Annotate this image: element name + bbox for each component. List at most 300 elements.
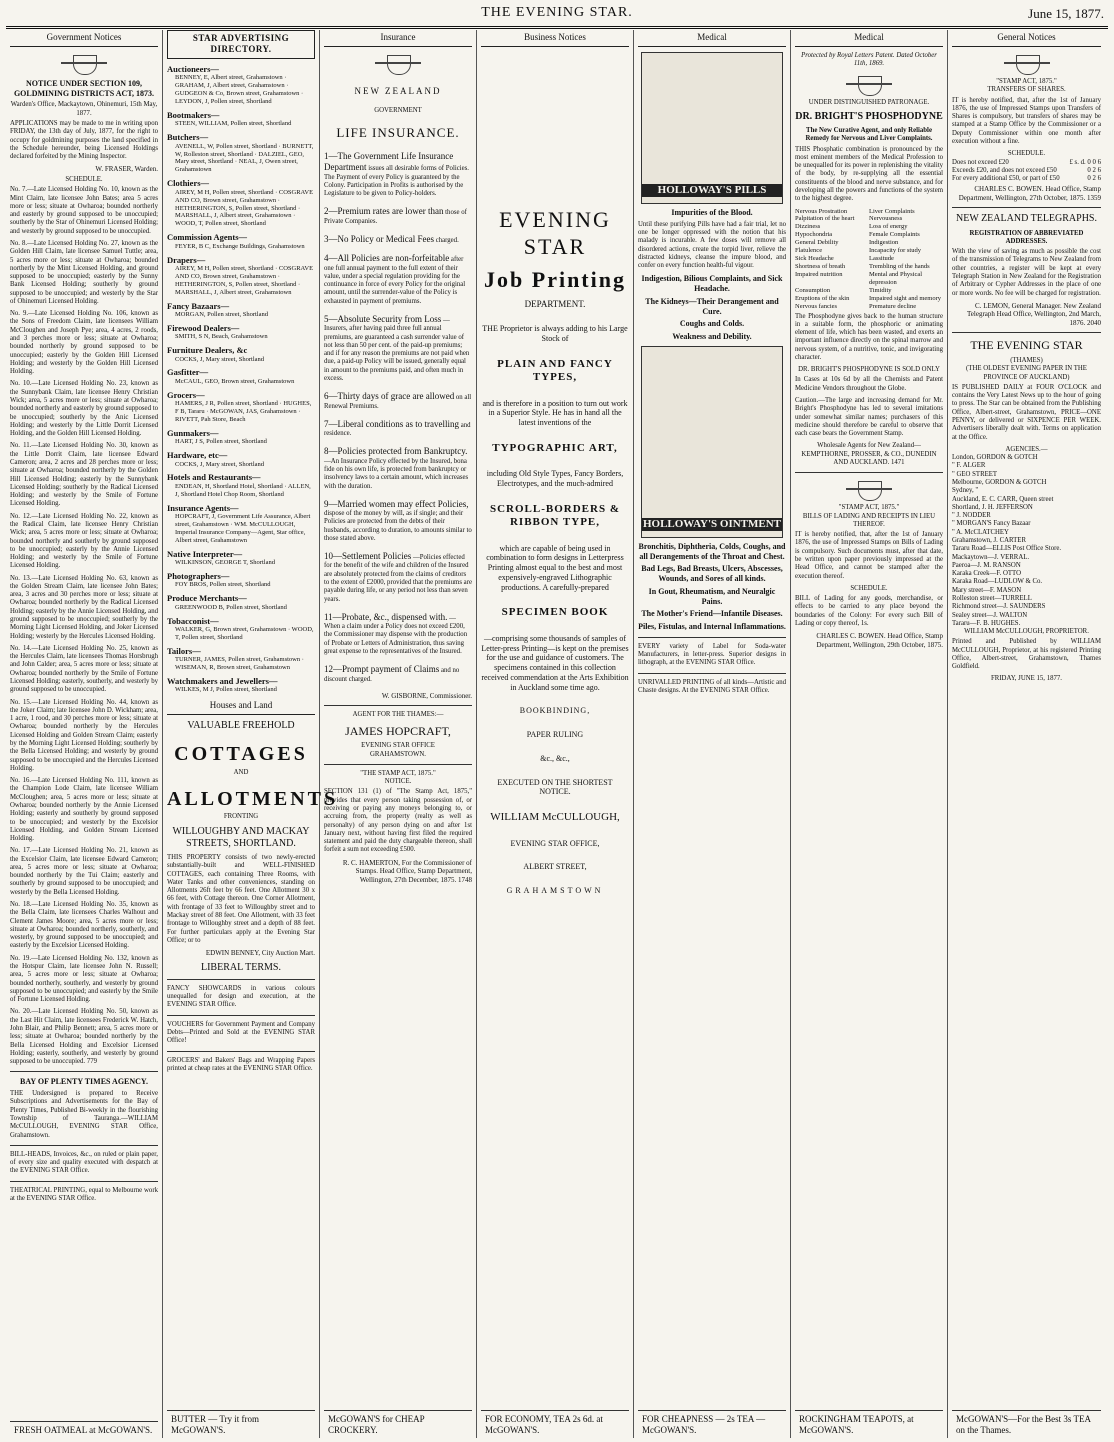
houses-land-header: Houses and Land [167, 698, 315, 715]
column-insurance [320, 30, 477, 1438]
directory-category: Firewood Dealers— [167, 322, 240, 333]
schedule-text: BILL of Lading for any goods, merchandise, or effects to be carried to any place beyond the boundaries of the Colony: For every such Bill of Lading or copy thereof, 1s. [795, 595, 943, 627]
bill-heads-ad: BILL-HEADS, Invoices, &c., on ruled or plain paper, of every size and quality executed with despatch at the EVENING STAR Office. [10, 1150, 158, 1175]
bottom-ad: FRESH OATMEAL at McGOWAN'S. [10, 1421, 158, 1436]
divider [167, 1015, 315, 1016]
column-general-notices [948, 30, 1105, 1438]
schedule-item: No. 15.—Late Licensed Holding No. 44, known as the Joker Claim; late licensee John D. Wickham; area, 1 acre, 1 rood, and 30 perches more or less; situate at Owharoa; bounded northerly by the Hercules Licensed Holding and Golden Stream Claim; easterly by the Morning Light Licensed Holding; southerly by the Bella Licensed Holding; and westerly by ground supposed to be unoccupied and the Hercules Licensed Holding. [10, 698, 158, 772]
directory-entries: WILKES, M J, Pollen street, Shortland [175, 686, 277, 694]
directory-entries: AVENELL, W, Pollen street, Shortland · BURNETT, W, Rolleston street, Shortland · DALZIEL, GEO, Mary street, Shortland · NEAL, J, Owen street, Grahamstown [175, 142, 314, 174]
phosphodyne-title: DR. BRIGHT'S PHOSPHODYNE [795, 110, 943, 122]
theatrical-ad: THEATRICAL PRINTING, equal to Melbourne work at the EVENING STAR Office. [10, 1186, 158, 1202]
stamp-text: SECTION 131 (1) of "The Stamp Act, 1875," provides that every person taking possession of, or receiving or paying any moneys belonging to, or accruing from, the property (realty as well as personalty) of any person dying on and after 1st January next, without having first filed the required statement and paid the duty chargeable thereon, shall forfeit a sum not exceeding £500. [324, 788, 472, 854]
published-text: IS PUBLISHED DAILY at FOUR O'CLOCK and contains the Very Latest News up to the hour of going to press. The Star can be obtained from the Publishing Office, Albert-street, Grahamstown, PRICE—ONE PENNY, or delivered or SIXPENCE PER WEEK. Advertisers liberally dealt with. Terms on application at the Office. [952, 383, 1101, 441]
directory-entries: WILKINSON, GEORGE T, Shortland [175, 559, 275, 567]
job-printing-body [481, 324, 629, 895]
fee-table [952, 159, 1101, 184]
commissioner-signature: W. GISBORNE, Commissioner. [381, 691, 472, 700]
imprint-text: Printed and Published by WILLIAM McCULLOUGH, Proprietor, at his registered Printing Office, Albert-street, Grahamstown, Thames Goldfield. [952, 638, 1101, 671]
condition-item: Eruptions of the skin [795, 294, 850, 302]
agency-item: Melbourne, GORDON & GOTCH [952, 479, 1047, 486]
bottom-ad: FOR CHEAPNESS — 2s TEA — McGOWAN'S. [638, 1410, 786, 1436]
condition-item: Flatulence [795, 247, 823, 255]
directory-entries: GREENWOOD B, Pollen street, Shortland [175, 603, 287, 611]
cases-text: In Cases at 10s 6d by all the Chemists and Patent Medicine Vendors throughout the Globe. [795, 376, 943, 392]
condition-item: Mental and Physical depression [869, 270, 923, 286]
bottom-ad: BUTTER — Try it from McGOWAN'S. [167, 1410, 315, 1436]
crest-icon [846, 478, 892, 502]
agency-item: Rolleston street—TURRELL [952, 594, 1032, 602]
insurance-item [324, 551, 472, 604]
insurance-item-body: on all Renewal Premiums. [324, 394, 472, 410]
condition-item: Dizziness [795, 223, 821, 231]
fronting-word: FRONTING [223, 813, 259, 821]
grahamstown-line: GRAHAMSTOWN [506, 886, 604, 896]
patronage-line: UNDER DISTINGUISHED PATRONAGE. [808, 98, 930, 106]
schedule-heading: SCHEDULE. [65, 175, 103, 183]
divider [167, 979, 315, 980]
intro-line: THE Proprietor is always adding to his Large Stock of [482, 324, 628, 344]
directory-category: Bootmakers— [167, 109, 220, 120]
directory-entries: ENDEAN, H, Shortland Hotel, Shortland · ALLEN, J, Shortland Hotel Chop Room, Shortland [175, 482, 311, 498]
issue-date: June 15, 1877. [1028, 6, 1104, 21]
agency-item: Karaka Road—LUDLOW & Co. [952, 578, 1043, 586]
insurance-item-title: 9—Married women may effect Policies, [324, 498, 469, 509]
directory-entries: AIREY, M H, Pollen street, Shortland · COSGRAVE AND CO, Brown street, Grahamstown · HETHERINGTON, S, Pollen street, Shortland · MARSHALL, J, Albert street, Grahamstown [175, 264, 314, 296]
comprising-line: —comprising some thousands of samples of Letter-press Printing—is kept on the premises for the use and guidance of customers. The specimens contained in this collection received commendation at the Arts Exhibition in Auckland some time ago. [481, 633, 629, 692]
column-header: Medical [638, 30, 786, 47]
holloway-ointment-illustration [641, 346, 783, 538]
fee-value: 0 2 6 [1087, 166, 1101, 174]
scroll-borders-line: SCROLL-BORDERS & RIBBON TYPE, [490, 502, 620, 529]
types-line: PLAIN AND FANCY TYPES, [497, 357, 613, 384]
schedule-items [10, 186, 158, 1066]
condition-item: Hypochondria [795, 231, 833, 239]
insurance-item-title: 2—Premium rates are lower than [324, 206, 444, 217]
crest-icon [61, 52, 107, 76]
gout-heading: In Gout, Rheumatism, and Neuralgic Pains. [648, 586, 776, 606]
insurance-item-title: 4—All Policies are non-forfeitable [324, 253, 450, 264]
divider [638, 673, 786, 674]
insurance-item-title: 11—Probate, &c., dispensed with. [324, 611, 448, 622]
insurance-item [324, 234, 472, 245]
divider [952, 207, 1101, 208]
directory-category: Hotels and Restaurants— [167, 472, 261, 483]
directory-category: Photographers— [167, 570, 230, 581]
divider [324, 764, 472, 765]
insurance-item-body: those of Private Companies. [324, 209, 467, 225]
stamp-act-title: "STAMP ACT, 1875." [838, 504, 900, 512]
condition-item: Trembling of the hands [869, 262, 930, 270]
insurance-item [324, 391, 472, 411]
newspaper-title: THE EVENING STAR. [481, 5, 633, 20]
william-line: WILLIAM McCULLOUGH, [490, 811, 620, 824]
condition-item: Lassitude [869, 255, 894, 263]
column-government-notices [6, 30, 163, 1438]
stamp-notice: NOTICE. [384, 778, 412, 786]
page-columns [6, 30, 1108, 1438]
wholesale-agents: Wholesale Agents for New Zealand—KEMPTHORNE, PROSSER, & CO., DUNEDIN AND AUCKLAND. 1471 [801, 442, 937, 467]
stamp-act-title: "STAMP ACT, 1875." [996, 77, 1057, 85]
agency-item: Karaka Creek—F. OTTO [952, 570, 1021, 578]
insurance-item [324, 664, 472, 684]
directory-category: Tailors— [167, 645, 201, 656]
patent-line: Protected by Royal Letters Patent. Dated October 11th, 1869. [801, 51, 937, 68]
paper-ruling-line: PAPER RULING [526, 730, 584, 740]
schedule-item: No. 12.—Late Licensed Holding No. 22, known as the Radical Claim, late licensee Henry Christian Wick; area, 5 acres more or less; situate at Owharoa; bounded northerly and southerly by ground supposed to be unoccupied; easterly by the Annie Licensed Holding; and westerly by the Smile of Fortune Licensed Holding. [10, 512, 158, 570]
piles-heading: Piles, Fistulas, and Internal Inflammations. [638, 622, 786, 632]
bop-title: BAY OF PLENTY TIMES AGENCY. [20, 1077, 148, 1087]
insurance-item [324, 446, 472, 490]
column-header: Business Notices [481, 30, 629, 47]
insurance-items [324, 151, 472, 684]
paper-title: THE EVENING STAR [970, 338, 1083, 353]
directory-category: Fancy Bazaars— [167, 300, 230, 311]
bad-legs-heading: Bad Legs, Bad Breasts, Ulcers, Abscesses, Wounds, and Sores of all kinds. [641, 564, 783, 584]
insurance-item-body: —Policies effected for the benefit of the wife and children of the Insured are absolutely protected from the claims of creditors to the extent of £2000, provided that the premiums are payable during life, or any period not less than seven years. [324, 554, 472, 603]
telegraphs-heading: NEW ZEALAND TELEGRAPHS. [955, 213, 1097, 225]
transfers-heading: TRANSFERS OF SHARES. [987, 86, 1066, 94]
proprietor-line: WILLIAM McCULLOUGH, PROPRIETOR. [964, 628, 1089, 636]
column-header: General Notices [952, 30, 1101, 47]
directory-entries: HOPCRAFT, J, Government Life Assurance, Albert street, Grahamstown · WM. McCULLOUGH, Imperial Insurance Company—Agent, Star office, Albert street, Grahamstown [175, 512, 311, 544]
typographic-line: TYPOGRAPHIC ART, [492, 441, 618, 454]
directory-entries: AIREY, M H, Pollen street, Shortland · COSGRAVE AND CO, Brown street, Grahamstown · HETHERINGTON, S, Pollen street, Shortland · MARSHALL, J, Albert street, Grahamstown · WOOD, T, Pollen street, Shortland [175, 188, 314, 228]
column-medical-phosphodyne [791, 30, 948, 1438]
insurance-item [324, 612, 472, 656]
schedule-item: No. 17.—Late Licensed Holding No. 21, known as the Excelsior Claim, late licensee Edward Cameron; area, 5 acres more or less; situate at Owharoa; bounded northerly by the Tui Claim; easterly and southerly by ground supposed to be unoccupied; and westerly by the Bella Licensed Holding. [10, 847, 158, 896]
liberal-terms: LIBERAL TERMS. [200, 961, 281, 973]
bills-text: IT is hereby notified, that, after the 1st of January 1876, the use of Impressed Stamps on Bills of Lading is compulsory. Such documents must, after that date, be written upon paper previously impressed at the Head Office, and cannot be stamped after the execution thereof. [795, 531, 943, 580]
column-header: STAR ADVERTISING DIRECTORY. [167, 30, 315, 59]
nz-heading: NEW ZEALAND [354, 85, 442, 96]
sold-only-line: DR. BRIGHT'S PHOSPHODYNE IS SOLD ONLY [798, 366, 940, 374]
insurance-item-body: —Insurers, after having paid three full annual premiums, are guaranteed a cash surrender value of not less than 50 per cent. of the paid-up premiums; and if for any reason the premiums are not paid when due, a paid-up Policy will be issued, generally equal in amount to the premiums paid, and often much in excess. [324, 317, 470, 382]
condition-item: Timidity [869, 286, 892, 294]
stamp-signature: R. C. HAMERTON, For the Commissioner of Stamps. Head Office, Stamp Department, Wellington, 27th December, 1875. 1748 [342, 858, 472, 884]
insurance-item-title: 5—Absolute Security from Loss [324, 314, 442, 325]
agency-item: Tararu Road—ELLIS Post Office Store. [952, 545, 1062, 553]
insurance-item-body: —When a claim under a Policy does not exceed £200, the Commissioner may dispense with the production of Probate or Letters of Administration, thus saving great expense to the representatives of the Insured. [324, 614, 468, 656]
grocers-ad: GROCERS' and Bakers' Bags and Wrapping Papers printed at cheap rates at the EVENING STAR Office. [167, 1056, 315, 1072]
agent-town: GRAHAMSTOWN. [370, 750, 426, 758]
divider [638, 637, 786, 638]
insurance-item-body: and no discount charged. [324, 667, 460, 683]
phosphodyne-subtitle: The New Curative Agent, and only Reliable Remedy for Nervous and Liver Complaints. [805, 127, 933, 143]
condition-item: Nervous fancies [795, 302, 838, 310]
schedule-item: No. 10.—Late Licensed Holding No. 23, known as the Sunnybank Claim, late licensee Henry Christian Wick; area, 5 acres more or less; situate at Owharoa; bounded northerly and easterly by ground supposed to be unoccupied; southerly by the Anic Licensed Holding; and westerly by the Little Dorrit Licensed Holding, and the Golden Hill Licensed Holding. [10, 380, 158, 438]
agency-item: Richmond street—J. SAUNDERS [952, 603, 1046, 611]
specimen-book-line: SPECIMEN BOOK [501, 606, 609, 619]
agency-item: " F. ALGER [952, 462, 986, 470]
agent-name: JAMES HOPCRAFT, [345, 723, 451, 738]
insurance-item [324, 253, 472, 306]
phosphodyne-more: The Phosphodyne gives back to the human structure in a suitable form, the phosphoric or animating element of life, which has been wasted, and exerts an important influence directly on the spinal marrow and nervous system, of a nutritive, tonic, and invigorating character. [795, 312, 943, 361]
condition-item: Nervous Prostration [795, 207, 848, 215]
bottom-ad: McGOWAN'S—For the Best 3s TEA on the Thames. [952, 1410, 1101, 1436]
schedule-item: No. 20.—Late Licensed Holding No. 50, known as the Last Hit Claim, late licensees Frederick W. Hatch, John Blair, and Philip Bennett; area, 5 acres more or less; situate at Owharoa; bounded northerly by the Bella Licensed Holding and Excelsior Licensed Holding; easterly, southerly, and westerly by ground supposed to be unoccupied. 779 [10, 1008, 158, 1066]
fee-row [952, 167, 1101, 175]
insurance-item-body: —An Insurance Policy effected by the Insured, bona fide on his own life, is protected from bankruptcy or insolvency laws to a certain amount, which increases with the duration. [324, 457, 469, 490]
imprint-date: FRIDAY, JUNE 15, 1877. [990, 675, 1062, 683]
directory-category: Drapers— [167, 254, 206, 265]
including-line: including Old Style Types, Fancy Borders, Electrotypes, and the much-admired [486, 469, 624, 489]
agency-item: " MORGAN'S Fancy Bazaar [952, 520, 1031, 528]
directory-category: Hardware, etc— [167, 450, 228, 461]
insurance-item [324, 206, 472, 226]
stamp-act-title: "THE STAMP ACT, 1875." [360, 769, 436, 777]
fee-row [952, 175, 1101, 183]
ointment-banner: HOLLOWAY'S OINTMENT [642, 517, 782, 530]
job-printing-heading: Job Printing [484, 266, 626, 292]
insurance-item-title: 6—Thirty days of grace are allowed [324, 391, 455, 402]
directory-entries: STEEN, WILLIAM, Pollen street, Shortland [175, 120, 292, 128]
allotments-heading: ALLOTMENTS [167, 788, 339, 811]
directory-entries: FOY BROS, Pollen street, Shortland [175, 581, 271, 589]
condition-item: Premature decline [869, 302, 917, 310]
directory-category: Commission Agents— [167, 232, 248, 243]
directory-entries: WALKER, G, Brown street, Grahamstown · WOOD, T, Pollen street, Shortland [175, 625, 314, 641]
column-header: Insurance [324, 30, 472, 47]
directory-entries: TURNER, JAMES, Pollen street, Grahamstown · WISEMAN, R, Brown street, Grahamstown [175, 656, 304, 671]
insurance-item-title: 10—Settlement Policies [324, 551, 412, 562]
transfers-text: IT is hereby notified, that, after the 1st of January 1876, the use of Impressed Stamps upon Transfers of Shares is compulsory, but transfers of shares may be stamped at a Stamp Office by the Commissioner or a Deputy Commissioner within one month after execution without a fine. [952, 96, 1101, 145]
directory-category: Produce Merchants— [167, 593, 247, 604]
agency-item: Tararu—F. B. HUGHES. [952, 619, 1021, 627]
insurance-item-title: 7—Liberal conditions as to travelling [324, 418, 459, 429]
bottom-ad: FOR ECONOMY, TEA 2s 6d. at McGOWAN'S. [481, 1410, 629, 1436]
divider [324, 705, 472, 706]
crest-icon [375, 52, 421, 76]
condition-item: Incapacity for study [869, 247, 921, 255]
insurance-item-body: and residence. [324, 421, 471, 438]
directory-category: Furniture Dealers, &c [167, 345, 248, 356]
bottom-ad: McGOWAN'S for CHEAP CROCKERY. [324, 1410, 472, 1436]
directory-category: Tobacconist— [167, 615, 219, 626]
executed-line: EXECUTED ON THE SHORTEST NOTICE. [497, 777, 613, 797]
crest-icon [1004, 52, 1050, 76]
bowen-signature: CHARLES C. BOWEN. Head Office, Stamp Department, Wellington, 29th October, 1875. [816, 632, 943, 649]
conditions-list [795, 208, 943, 311]
notice-signature: W. FRASER, Warden. [95, 165, 158, 174]
soda-label-ad: EVERY variety of Label for Soda-water Manufacturers, in letter-press. Superior designs in lithograph, at the EVENING STAR Office. [638, 642, 786, 667]
cottages-heading: COTTAGES [174, 743, 308, 766]
insurance-item [324, 419, 472, 439]
unrivalled-ad: UNRIVALLED PRINTING of all kinds—Artistic and Chaste designs. At the EVENING STAR Office. [638, 678, 786, 695]
divider [10, 1071, 158, 1072]
capable-line: which are capable of being used in combination to form designs in Letterpress Printing almost equal to the best and most expensively-engraved Lithographic productions. A carefully-prepared [486, 543, 624, 592]
condition-item: Female Complaints [869, 231, 920, 239]
agency-item: Auckland, E. C. CARR, Queen street [952, 495, 1054, 503]
column-business-notices [477, 30, 634, 1438]
divider [167, 1051, 315, 1052]
insurance-item [324, 499, 472, 543]
divider [795, 472, 943, 473]
agency-item: " J. NODDER [952, 512, 991, 520]
agency-item: Sealey street—J. WALTON [952, 611, 1028, 619]
weakness-heading: Weakness and Debility. [672, 332, 752, 342]
agent-office: EVENING STAR OFFICE [361, 742, 435, 750]
notice-office: Warden's Office, Mackaytown, Ohinemuri, 15th May, 1877. [10, 101, 158, 117]
schedule-item: No. 19.—Late Licensed Holding No. 132, known as the Hotspur Claim, late licensee John N. Russell; area, 5 acres more or less; situate at Owharoa; bounded northerly, southerly, and westerly by ground supposed to be unoccupied; and easterly by the Smile of Fortune Licensed Holding. [10, 954, 158, 1004]
bop-text: THE Undersigned is prepared to Receive Subscriptions and Advertisements for the Bay of Plenty Times, Published Bi-weekly in the flourishing Township of Tauranga.—WILLIAM McCULLOUGH, EVENING STAR Office, Grahamstown. [10, 1090, 158, 1139]
fee-row [952, 159, 1101, 167]
fee-label: Does not exceed £20 [952, 158, 1009, 166]
divider [10, 1181, 158, 1182]
vouchers-ad: VOUCHERS for Government Payment and Company Debts—Printed and Sold at the EVENING STAR Office! [167, 1020, 315, 1045]
oldest-line: (THE OLDEST EVENING PAPER IN THE PROVINCE OF AUCKLAND) [966, 365, 1087, 381]
impurities-text: Until these purifying Pills have had a fair trial, let no one be longer oppressed with the notion that his malady is incurable. A few doses will remove all disordered actions, create the torpid liver, relieve the distracted kidneys, cleanse the impure blood, and confer on every function health-ful vigour. [638, 220, 786, 270]
condition-item: Palpitation of the heart [795, 215, 855, 223]
life-insurance-heading: LIFE INSURANCE. [336, 125, 460, 141]
position-line: and is therefore in a position to turn out work in a Superior Style. He has in hand all the latest inventions of the [482, 398, 628, 428]
schedule-item: No. 18.—Late Licensed Holding No. 35, known as the Bella Claim, late licensees Charles Walhout and Clement James Moore; area, 5 acres more or less; situate at Owharoa; bounded northerly, southerly, and westerly, by ground supposed to be unoccupied; and easterly by the Excelsior Licensed Holding. [10, 901, 158, 950]
directory-category: Gasfitter— [167, 367, 209, 378]
condition-item: Liver Complaints [869, 207, 915, 215]
condition-item: Indigestion [869, 239, 899, 247]
directory-entries: FEYER, B C, Exchange Buildings, Grahamstown [175, 242, 305, 250]
lemon-signature: C. LEMON, General Manager. New Zealand Telegraph Head Office, Wellington, 2nd March, 1876. 2040 [967, 301, 1101, 327]
fee-value: 0 2 6 [1087, 175, 1101, 183]
directory-entries: HART, J S, Pollen street, Shortland [175, 438, 267, 446]
insurance-item-title: 1—The Government Life Insurance Department [324, 151, 454, 173]
schedule-item: No. 13.—Late Licensed Holding No. 63, known as the Golden Stream Claim, late licensee John Bates; area, 3 acres and 30 perches more or less; situate at Owharoa; bounded northerly by the Radical Licensed Holding; easterly by the Annie Licensed Holding, and ground supposed to be unoccupied; southerly by the Morning Light Licensed Holding, and Joker Licensed Holding; westerly by the Hercules Licensed Holding. [10, 574, 158, 640]
insurance-item-title: 8—Policies protected from Bankruptcy. [324, 446, 468, 457]
agency-item: " GEO STREET [952, 470, 998, 478]
impurities-heading: Impurities of the Blood. [671, 207, 753, 217]
agency-item: Mackaytown—J. VERRAL. [952, 553, 1030, 561]
directory-category: Grocers— [167, 389, 205, 400]
etc-line: &c., &c., [540, 753, 570, 763]
and-word: AND [233, 768, 249, 776]
insurance-item-body: after one full annual payment to the full extent of their value, under a special regulation providing for the continuance in force of every Policy for the original amount, until the surrender-value of the Policy is exhausted in payment of premiums. [324, 256, 466, 305]
condition-item: Impaired nutrition [795, 270, 843, 278]
directory-entries: COCKS, J, Mary street, Shortland [175, 355, 265, 363]
directory-category: Native Interpreter— [167, 548, 243, 559]
fee-label: Exceeds £20, and does not exceed £50 [952, 166, 1057, 174]
agent-heading: AGENT FOR THE THAMES:— [352, 711, 444, 719]
insurance-item-body: issues all desirable forms of Policies. The Payment of every Policy is guaranteed by the Colony. Participation in Profits is authorised by the Legislature to be given to Policy-holders. [324, 165, 469, 198]
notice-title: NOTICE UNDER SECTION 109, GOLDMINING DISTRICTS ACT, 1873. [13, 78, 155, 98]
valuable-heading: VALUABLE FREEHOLD [187, 720, 295, 732]
thames-line: (THAMES) [1010, 357, 1043, 365]
directory-entries: HAMERS, J R, Pollen street, Shortland · HUGHES, F B, Tararu · McGOWAN, JAS, Grahamstown · RIVETT, Pah Store, Beach [175, 400, 312, 423]
showcards-ad: FANCY SHOWCARDS in various colours unequalled for design and execution, at the EVENING STAR Office. [167, 984, 315, 1009]
divider [10, 1145, 158, 1146]
agency-item: Sydney, " [952, 487, 979, 495]
directory-entries: MORGAN, Pollen street, Shortland [175, 310, 268, 318]
agency-item: Grahamstown, J. CARTER [952, 536, 1026, 544]
agencies-heading: AGENCIES.— [1005, 445, 1048, 453]
insurance-item-title: 3—No Policy or Medical Fees [324, 234, 434, 245]
directory-category: Watchmakers and Jewellers— [167, 675, 278, 686]
evening-star-heading: EVENING STAR [499, 206, 611, 259]
condition-item: General Debility [795, 239, 839, 247]
divider [952, 332, 1101, 333]
bowen-signature: CHARLES C. BOWEN. Head Office, Stamp Department, Wellington, 27th October, 1875. 1359 [958, 185, 1101, 202]
directory-entries: COCKS, J, Mary street, Shortland [175, 460, 265, 468]
fee-value: £ s. d. 0 0 6 [1069, 158, 1101, 166]
condition-item: Nervousness [869, 215, 903, 223]
registration-title: REGISTRATION OF ABBREVIATED ADDRESSES. [969, 229, 1084, 245]
bronchitis-heading: Bronchitis, Diphtheria, Colds, Coughs, and all Derangements of the Throat and Chest. [638, 541, 786, 561]
insurance-item-title: 12—Prompt payment of Claims [324, 664, 440, 675]
directory-category: Gunmakers— [167, 427, 219, 438]
schedule-item: No. 9.—Late Licensed Holding No. 106, known as the Sons of Freedom Claim, late licensees William McCloughen and Joseph Pye; area, 4 acres, 2 roods, and 3 perches more or less; situate at Owharoa; bounded northerly by ground supposed to be unoccupied; easterly by the Golden Hill Licensed Holding; and westerly by the Golden Hill Licensed Holding. [10, 310, 158, 376]
column-header: Medical [795, 30, 943, 47]
directory-list [167, 64, 315, 694]
indigestion-heading: Indigestion, Bilious Complaints, and Sick Headache. [641, 274, 783, 294]
insurance-item-body: dispose of the money by will, as if single; and their Policies are protected from the debts of their husbands, according to duration, to amounts similar to those stated above. [324, 510, 472, 542]
column-advertising-directory [163, 30, 339, 1438]
schedule-heading: SCHEDULE. [1007, 150, 1046, 158]
insurance-item [324, 314, 472, 383]
agency-item: London, GORDON & GOTCH [952, 454, 1038, 462]
albert-line: ALBERT STREET, [523, 862, 587, 872]
condition-item: Consumption [795, 286, 831, 294]
fee-label: For every additional £50, or part of £50 [952, 175, 1060, 183]
column-header: Government Notices [10, 30, 158, 47]
masthead [6, 4, 1108, 29]
directory-entries: SMITH, S N, Beach, Grahamstown [175, 333, 268, 341]
schedule-heading: SCHEDULE. [850, 584, 888, 592]
directory-entries: McCAUL, GEO, Brown street, Grahamstown [175, 377, 295, 385]
column-medical-holloway [634, 30, 791, 1438]
schedule-item: No. 11.—Late Licensed Holding No. 30, known as the Little Dorrit Claim, late licensee Edward Cameron; area, 2 acres and 28 perches more or less; situate at Owharoa; bounded northerly by the Golden Hill Licensed Holding; easterly by the Sunnybank Licensed Holding; southerly by the Radical Licensed Holding; and westerly by the Smile of Fortune Licensed Holding. [10, 442, 158, 508]
condition-item: Sick Headache [795, 255, 834, 263]
pills-banner: HOLLOWAY'S PILLS [642, 184, 782, 197]
directory-category: Butchers— [167, 132, 209, 143]
property-text: THIS PROPERTY consists of two newly-erected substantially-built and WELL-FINISHED COTTAGES, each containing Three Rooms, with Water Tanks and other conveniences, standing on Allotments 26ft feet by 66 feet. One Allotment 30 x 66 feet, with Cottage thereon. One Corner Allotment, with frontage of 33 feet to Willoughby street and to Mackay street of 88 feet. One Allotment, with 33 feet frontage to Willoughby street and a depth of 88 feet. For further particulars apply at the Evening Star Office; or to [167, 854, 315, 944]
directory-category: Auctioneers— [167, 63, 219, 74]
government-heading: GOVERNMENT [374, 106, 422, 114]
holloway-pills-illustration [641, 52, 783, 204]
condition-item: Shortness of breath [795, 262, 846, 270]
notice-intro: APPLICATIONS may be made to me in writing upon FRIDAY, the 13th day of July, 1877, for the right to occupy for goldmining purposes the land specified in the Schedule hereunder, being Licensed Holdings declared forfeited by the Mining Inspector. [10, 120, 158, 161]
agency-item: " A. McCLATCHEY [952, 528, 1009, 536]
registration-text: With the view of saving as much as possible the cost of the transmission of Telegrams to New Zealand from other countries, a register will be kept at every Telegraph Station in New Zealand for the Registration of Arbitrary or Cypher Addresses in the place of one or more words. No fee will be charged for registration. [952, 248, 1101, 297]
caution-text: Caution.—The large and increasing demand for Mr. Bright's Phosphodyne has led to several imitations under somewhat similar names; purchasers of this medicine should therefore be careful to observe that each case bears the Government Stamp. [795, 397, 943, 438]
insurance-item-body: charged. [435, 237, 459, 245]
kidneys-heading: The Kidneys—Their Derangement and Cure. [645, 296, 779, 316]
streets-heading: WILLOUGHBY AND MACKAY STREETS, SHORTLAND. [172, 825, 310, 849]
department-heading: DEPARTMENT. [524, 299, 586, 310]
schedule-item: No. 8.—Late Licensed Holding No. 27, known as the Golden Hill Claim, late licensee Samuel Tuttle; area, 5 acres more or less; situate at Owharoa; bounded northerly by the Mint Licensed Holding, and ground supposed to be unoccupied; easterly by the Sunny Bank Licensed Holding; southerly by ground supposed to be unoccupied; and westerly by the Star of Ohinemuri Licensed Holding. [10, 239, 158, 305]
mothers-heading: The Mother's Friend—Infantile Diseases. [641, 609, 783, 619]
property-signature: EDWIN BENNEY, City Auction Mart. [205, 949, 315, 958]
directory-category: Clothiers— [167, 178, 210, 189]
directory-entries: BENNEY, E, Albert street, Grahamstown · GRAHAM, J, Albert street, Grahamstown · GUDGEON & Co, Brown street, Grahamstown · LEYDON, J, Pollen street, Shortland [175, 74, 304, 106]
agency-item: Shortland, J. H. JEFFERSON [952, 503, 1033, 511]
bookbinding-line: BOOKBINDING, [519, 706, 591, 716]
condition-item: Loss of energy [869, 223, 908, 231]
insurance-item [324, 151, 472, 198]
bills-heading: BILLS OF LADING AND RECEIPTS IN LIEU THEREOF. [802, 512, 936, 528]
condition-item: Impaired sight and memory [869, 294, 942, 302]
office-line: EVENING STAR OFFICE, [510, 838, 600, 848]
schedule-item: No. 16.—Late Licensed Holding No. 111, known as the Champion Lode Claim, late licensee William McCloughen; area, 5 acres more or less; situate at Owharoa; bounded northerly by the Annie Licensed Holding; easterly and southerly by ground supposed to be unoccupied; and westerly by the Excelsior Licensed Holding, and Golden Stream Licensed Holding. [10, 777, 158, 843]
bottom-ad: ROCKINGHAM TEAPOTS, at McGOWAN'S. [795, 1410, 943, 1436]
agencies-list [952, 454, 1101, 628]
crest-icon [846, 73, 892, 97]
agency-item: Mary street—F. MASON [952, 586, 1022, 594]
directory-category: Insurance Agents— [167, 502, 239, 513]
coughs-heading: Coughs and Colds. [679, 319, 745, 329]
phosphodyne-text: THIS Phosphatic combination is pronounced by the most eminent members of the Medical Profession to be unequalled for its power in replenishing the vitality of the body, by re-supplying all the essential constituents of the blood and nerve substance, and for developing all the powers and functions of the system to the highest degree. [795, 145, 943, 203]
schedule-item: No. 14.—Late Licensed Holding No. 25, known as the Hercules Claim, late licensees Thomas Horsbrugh and John Calder; area, 5 acres more or less; situate at Owharoa; bounded northerly by the Smile of Fortune Licensed Holding; easterly, southerly, and westerly by ground supposed to be unoccupied. [10, 644, 158, 694]
schedule-item: No. 7.—Late Licensed Holding No. 10, known as the Mint Claim, late licensee John Bates; area 5 acres more or less; situate at Owharoa; bounded northerly and easterly by ground supposed to be unoccupied; southerly by the Star of Ohinemuri Licensed Holding; and westerly by ground supposed to be unoccupied. [10, 186, 158, 235]
agency-item: Paeroa—J. M. RANSON [952, 561, 1021, 569]
